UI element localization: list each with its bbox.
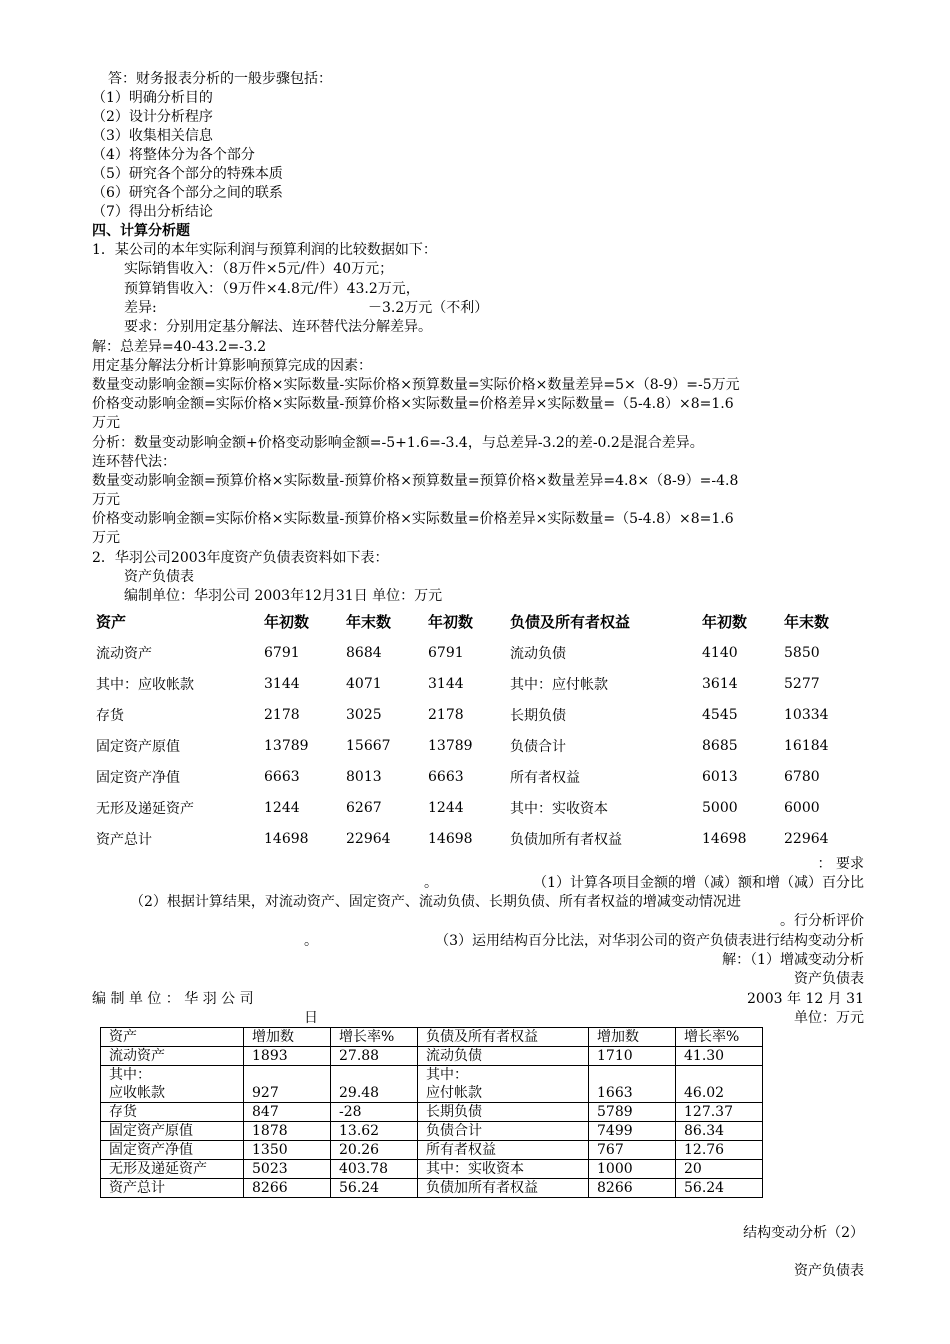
header-cell: 增加数 <box>244 1028 331 1047</box>
header-cell: 增加数 <box>589 1028 676 1047</box>
step-4: （4）将整体分为各个部分 <box>92 147 255 163</box>
table-cell: 固定资产净值 <box>96 769 180 786</box>
table-cell: 10334 <box>784 706 829 723</box>
answer-intro: 答：财务报表分析的一般步骤包括： <box>108 71 332 87</box>
change-table-day: 日 <box>304 1010 318 1026</box>
requirement-a: ： 要求 <box>817 856 864 872</box>
table-cell: 927 <box>244 1066 331 1103</box>
table-cell: 其中：应收帐款 <box>96 676 194 693</box>
table-header-row <box>101 1028 763 1047</box>
subitem-label: 其中： <box>109 1067 151 1083</box>
table-cell: 无形及递延资产 <box>101 1160 244 1179</box>
answer-1: 解：（1）增减变动分析 <box>722 952 864 968</box>
table-cell: 46.02 <box>676 1066 763 1103</box>
table-cell: 6013 <box>702 768 738 785</box>
table-row <box>101 1066 763 1103</box>
table-cell: 86.34 <box>676 1122 763 1141</box>
q1-solution: 解：总差异=40-43.2=-3.2 <box>92 339 267 355</box>
table-row <box>101 1103 763 1122</box>
table-cell: 27.88 <box>331 1047 418 1066</box>
table-cell: 14698 <box>702 830 747 847</box>
table-cell: 负债加所有者权益 <box>510 831 622 848</box>
table-cell: 4140 <box>702 644 738 661</box>
table-cell: 20 <box>676 1160 763 1179</box>
table-cell: 22964 <box>346 830 391 847</box>
table-cell: 14698 <box>428 830 473 847</box>
subitem-name: 应收帐款 <box>109 1085 165 1101</box>
table-cell: 767 <box>589 1141 676 1160</box>
table-row <box>90 761 860 792</box>
method1-price: 价格变动影响金额=实际价格×实际数量-预算价格×实际数量=价格差异×实际数量=（5-4.8）×8=1.6 <box>92 396 734 412</box>
table-cell: 1244 <box>428 799 464 816</box>
table-header-row <box>90 606 860 637</box>
table-cell: 固定资产原值 <box>101 1122 244 1141</box>
requirement-e: （3）运用结构百分比法，对华羽公司的资产负债表进行结构变动分析 <box>435 933 864 949</box>
table-cell: 4545 <box>702 706 738 723</box>
table-cell: 6791 <box>264 644 300 661</box>
table-cell: 3144 <box>428 675 464 692</box>
table-cell: 所有者权益 <box>510 769 580 786</box>
table-cell: 固定资产净值 <box>101 1141 244 1160</box>
table-cell: 2178 <box>428 706 464 723</box>
table-cell: -28 <box>331 1103 418 1122</box>
header-cell: 年初数 <box>428 613 474 631</box>
table-row <box>101 1179 763 1198</box>
header-cell: 年初数 <box>702 613 748 631</box>
method2-price-unit: 万元 <box>92 530 120 546</box>
table-cell: 资产总计 <box>101 1179 244 1198</box>
table-cell: 13789 <box>428 737 473 754</box>
table-cell: 847 <box>244 1103 331 1122</box>
table-cell: 127.37 <box>676 1103 763 1122</box>
change-table-unit-left: 编 制 单 位 ： 华 羽 公 司 <box>92 991 254 1007</box>
change-table-date: 2003 年 12 月 31 <box>746 991 864 1007</box>
table-cell: 无形及递延资产 <box>96 800 194 817</box>
method2-qty-unit: 万元 <box>92 492 120 508</box>
table-row <box>90 730 860 761</box>
table-row <box>90 668 860 699</box>
table-cell: 流动资产 <box>96 645 152 662</box>
section-title: 四、计算分析题 <box>92 223 190 239</box>
table-cell: 流动资产 <box>101 1047 244 1066</box>
method2-title: 连环替代法： <box>92 454 176 470</box>
table-cell: 2178 <box>264 706 300 723</box>
subitem-label: 其中： <box>426 1067 468 1083</box>
requirement-b: （1）计算各项目金额的增（减）额和增（减）百分比 <box>533 875 864 891</box>
method1-price-unit: 万元 <box>92 415 120 431</box>
table-cell: 其中：应付帐款 <box>510 676 608 693</box>
table-cell: 负债合计 <box>418 1122 589 1141</box>
table-cell: 20.26 <box>331 1141 418 1160</box>
step-2: （2）设计分析程序 <box>92 109 213 125</box>
structure-analysis-title: 结构变动分析（2） <box>743 1225 864 1241</box>
table-cell: 403.78 <box>331 1160 418 1179</box>
change-analysis-table <box>100 1027 763 1198</box>
table-cell: 流动负债 <box>418 1047 589 1066</box>
step-6: （6）研究各个部分之间的联系 <box>92 185 283 201</box>
table-cell: 8685 <box>702 737 738 754</box>
table-cell: 其中：实收资本 <box>418 1160 589 1179</box>
table-cell: 4071 <box>346 675 382 692</box>
table-cell: 长期负债 <box>510 707 566 724</box>
table-cell: 5000 <box>702 799 738 816</box>
method1-title: 用定基分解法分析计算影响预算完成的因素： <box>92 358 372 374</box>
table-cell: 3614 <box>702 675 738 692</box>
table-cell: 1878 <box>244 1122 331 1141</box>
table-row <box>90 637 860 668</box>
unit-line: 编制单位：华羽公司 2003年12月31日 单位：万元 <box>124 588 443 604</box>
table-cell: 13.62 <box>331 1122 418 1141</box>
table-row <box>90 699 860 730</box>
table-cell: 5789 <box>589 1103 676 1122</box>
table-cell: 流动负债 <box>510 645 566 662</box>
header-cell: 增长率% <box>676 1028 763 1047</box>
table-row <box>90 823 860 854</box>
header-cell: 负债及所有者权益 <box>418 1028 589 1047</box>
balance-sheet-table <box>90 606 860 854</box>
table-cell: 5023 <box>244 1160 331 1179</box>
table-cell: 3144 <box>264 675 300 692</box>
table-cell: 6267 <box>346 799 382 816</box>
table-cell: 12.76 <box>676 1141 763 1160</box>
balance-sheet-title: 资产负债表 <box>124 569 194 585</box>
header-cell: 年末数 <box>784 613 830 631</box>
step-7: （7）得出分析结论 <box>92 204 213 220</box>
q1-require: 要求：分别用定基分解法、连环替代法分解差异。 <box>124 319 432 335</box>
table-cell: 3025 <box>346 706 382 723</box>
table-cell: 负债合计 <box>510 738 566 755</box>
q1-diff-label: 差异: <box>124 300 157 316</box>
table-cell: 7499 <box>589 1122 676 1141</box>
table-cell: 5277 <box>784 675 820 692</box>
table-cell: 1244 <box>264 799 300 816</box>
q1-budget: 预算销售收入：（9万件×4.8元/件）43.2万元， <box>124 281 420 297</box>
requirement-d: 。行分析评价 <box>780 913 864 929</box>
table-cell <box>101 1066 244 1103</box>
table-row <box>101 1160 763 1179</box>
table-cell: 22964 <box>784 830 829 847</box>
table-cell: 15667 <box>346 737 391 754</box>
header-cell: 年末数 <box>346 613 392 631</box>
table-row <box>101 1122 763 1141</box>
table-cell: 29.48 <box>331 1066 418 1103</box>
table-cell: 14698 <box>264 830 309 847</box>
step-3: （3）收集相关信息 <box>92 128 213 144</box>
q2-prompt: 2．华羽公司2003年度资产负债表资料如下表： <box>92 550 389 566</box>
step-5: （5）研究各个部分的特殊本质 <box>92 166 283 182</box>
table-cell: 长期负债 <box>418 1103 589 1122</box>
subitem-name: 应付帐款 <box>426 1085 482 1101</box>
table-cell: 5850 <box>784 644 820 661</box>
table-cell: 1663 <box>589 1066 676 1103</box>
table-cell: 8266 <box>589 1179 676 1198</box>
table-cell: 6663 <box>264 768 300 785</box>
table-cell: 资产总计 <box>96 831 152 848</box>
header-cell: 年初数 <box>264 613 310 631</box>
table-cell: 1000 <box>589 1160 676 1179</box>
table-row <box>90 792 860 823</box>
requirement-e-dot: 。 <box>304 933 318 949</box>
table-cell: 16184 <box>784 737 829 754</box>
q1-diff-value: －3.2万元（不利） <box>368 300 489 316</box>
table-cell: 其中：实收资本 <box>510 800 608 817</box>
change-table-title: 资产负债表 <box>794 971 864 987</box>
table-cell: 41.30 <box>676 1047 763 1066</box>
table-cell: 8266 <box>244 1179 331 1198</box>
table-cell: 所有者权益 <box>418 1141 589 1160</box>
method1-qty: 数量变动影响金额=实际价格×实际数量-实际价格×预算数量=实际价格×数量差异=5×（8-9）=-5万元 <box>92 377 740 393</box>
table-row <box>101 1141 763 1160</box>
q1-prompt: 1．某公司的本年实际利润与预算利润的比较数据如下： <box>92 242 437 258</box>
table-cell: 1710 <box>589 1047 676 1066</box>
header-cell: 资产 <box>96 613 127 631</box>
table-cell: 6780 <box>784 768 820 785</box>
table-row <box>101 1047 763 1066</box>
header-cell: 增长率% <box>331 1028 418 1047</box>
table-cell: 1350 <box>244 1141 331 1160</box>
method2-qty: 数量变动影响金额=预算价格×实际数量-预算价格×预算数量=预算价格×数量差异=4.8×（8-9）=-4.8 <box>92 473 739 489</box>
table-cell: 固定资产原值 <box>96 738 180 755</box>
table-cell: 8684 <box>346 644 382 661</box>
table-cell: 8013 <box>346 768 382 785</box>
requirement-b-dot: 。 <box>424 875 438 891</box>
table-cell: 6000 <box>784 799 820 816</box>
balance-sheet-title-2: 资产负债表 <box>794 1263 864 1279</box>
table-cell <box>418 1066 589 1103</box>
table-cell: 56.24 <box>676 1179 763 1198</box>
change-table-unit: 单位：万元 <box>794 1010 864 1026</box>
table-cell: 56.24 <box>331 1179 418 1198</box>
table-cell: 负债加所有者权益 <box>418 1179 589 1198</box>
analysis: 分析：数量变动影响金额+价格变动影响金额=-5+1.6=-3.4，与总差异-3.2的差-0.2是混合差异。 <box>92 435 704 451</box>
method2-price: 价格变动影响金额=实际价格×实际数量-预算价格×实际数量=价格差异×实际数量=（5-4.8）×8=1.6 <box>92 511 734 527</box>
header-cell: 资产 <box>101 1028 244 1047</box>
table-cell: 存货 <box>101 1103 244 1122</box>
step-1: （1）明确分析目的 <box>92 90 213 106</box>
table-cell: 13789 <box>264 737 309 754</box>
table-cell: 6791 <box>428 644 464 661</box>
table-cell: 6663 <box>428 768 464 785</box>
q1-actual: 实际销售收入：（8万件×5元/件）40万元； <box>124 261 394 277</box>
requirement-c: （2）根据计算结果，对流动资产、固定资产、流动负债、长期负债、所有者权益的增减变动情况进 <box>130 894 741 910</box>
header-cell: 负债及所有者权益 <box>510 613 631 631</box>
table-cell: 存货 <box>96 707 124 724</box>
table-cell: 1893 <box>244 1047 331 1066</box>
